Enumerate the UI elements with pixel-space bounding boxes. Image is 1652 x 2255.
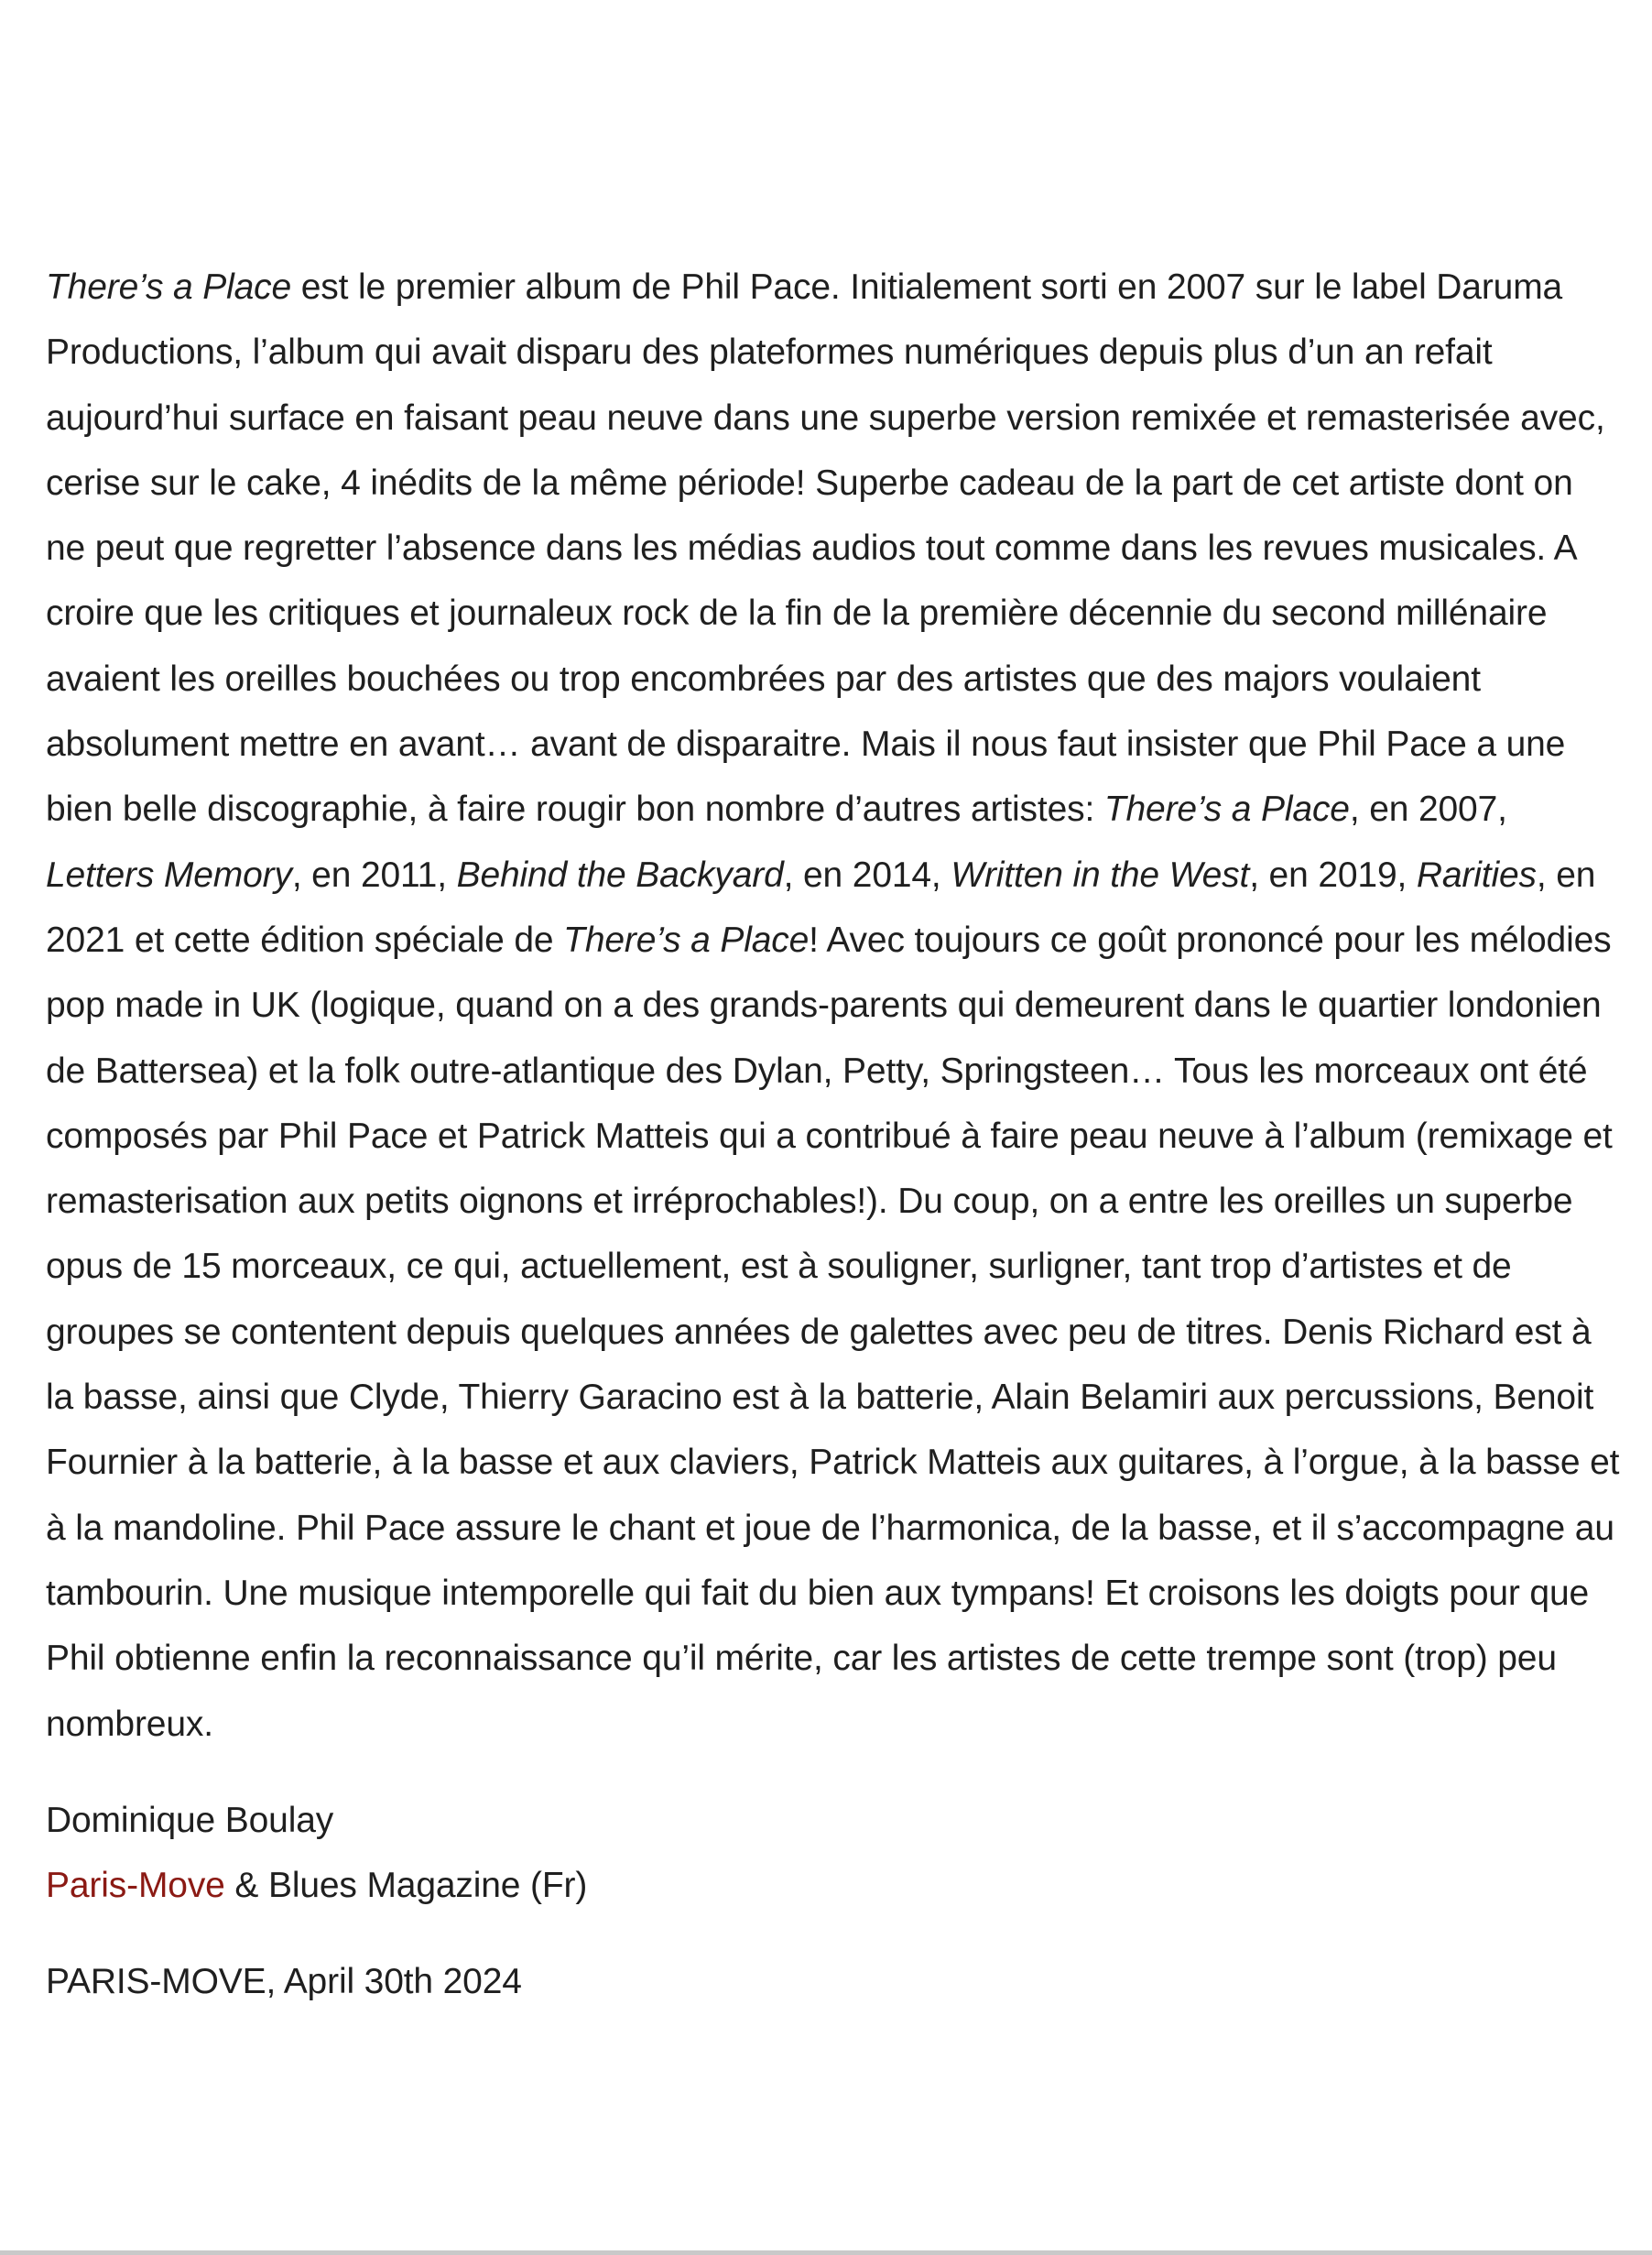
article-body (46, 255, 1621, 1757)
author-name: Dominique Boulay (46, 1800, 334, 1840)
body-text-segment: , en 2007, (1349, 790, 1507, 830)
bottom-divider (0, 2250, 1652, 2255)
album-title: Behind the Backyard (456, 855, 784, 895)
body-text-segment: , en 2021 et cette édition spéciale de (46, 855, 1596, 960)
album-title: There’s a Place (563, 920, 810, 960)
album-title: Written in the West (951, 855, 1250, 895)
body-text-segment: , en 2019, (1249, 855, 1417, 895)
body-text-segment: , en 2011, (291, 855, 457, 895)
album-title: Rarities (1416, 855, 1537, 895)
album-title: There’s a Place (46, 267, 292, 307)
body-text-segment: , en 2014, (783, 855, 951, 895)
album-title: There’s a Place (1103, 790, 1350, 830)
dateline: PARIS-MOVE, April 30th 2024 (46, 1962, 522, 2002)
article (46, 255, 1621, 2015)
paris-move-link[interactable]: Paris-Move (46, 1866, 225, 1906)
byline (46, 1788, 1621, 1919)
body-text-segment: est le premier album de Phil Pace. Initialement sorti en 2007 sur le label Daruma Productions, l’album qui avait disparu des plateformes numériques depuis plus d’un an refait aujourd’hui surface en faisant peau neuve dans une superbe version remixée et remasterisée avec, cerise sur le cake, 4 inédits de la même période! Superbe cadeau de la part de cet artiste dont on ne peut que regretter l’absence dans les médias audios tout comme dans les revues musicales. A croire que les critiques et journaleux rock de la fin de la première décennie du second millénaire avaient les oreilles bouchées ou trop encombrées par des artistes que des majors voulaient absolument mettre en avant… avant de disparaitre. Mais il nous faut insister que Phil Pace a une bien belle discographie, à faire rougir bon nombre d’autres artistes: (46, 267, 1605, 830)
album-title: Letters Memory (46, 855, 292, 895)
body-text-segment: ! Avec toujours ce goût prononcé pour les mélodies pop made in UK (logique, quand on a des grands-parents qui demeurent dans le quartier londonien de Battersea) et la folk outre-atlantique des Dylan, Petty, Springsteen… Tous les morceaux ont été composés par Phil Pace et Patrick Matteis qui a contribué à faire peau neuve à l’album (remixage et remasterisation aux petits oignons et irréprochables!). Du coup, on a entre les oreilles un superbe opus de 15 morceaux, ce qui, actuellement, est à souligner, surligner, tant trop d’artistes et de groupes se contentent depuis quelques années de galettes avec peu de titres. Denis Richard est à la basse, ainsi que Clyde, Thierry Garacino est à la batterie, Alain Belamiri aux percussions, Benoit Fournier à la batterie, à la basse et aux claviers, Patrick Matteis aux guitares, à l’orgue, à la basse et à la mandoline. Phil Pace assure le chant et joue de l’harmonica, de la basse, et il s’accompagne au tambourin. Une musique intemporelle qui fait du bien aux tympans! Et croisons les doigts pour que Phil obtienne enfin la reconnaissance qu’il mérite, car les artistes de cette trempe sont (trop) peu nombreux. (46, 920, 1620, 1744)
publication-name: & Blues Magazine (Fr) (224, 1866, 588, 1906)
